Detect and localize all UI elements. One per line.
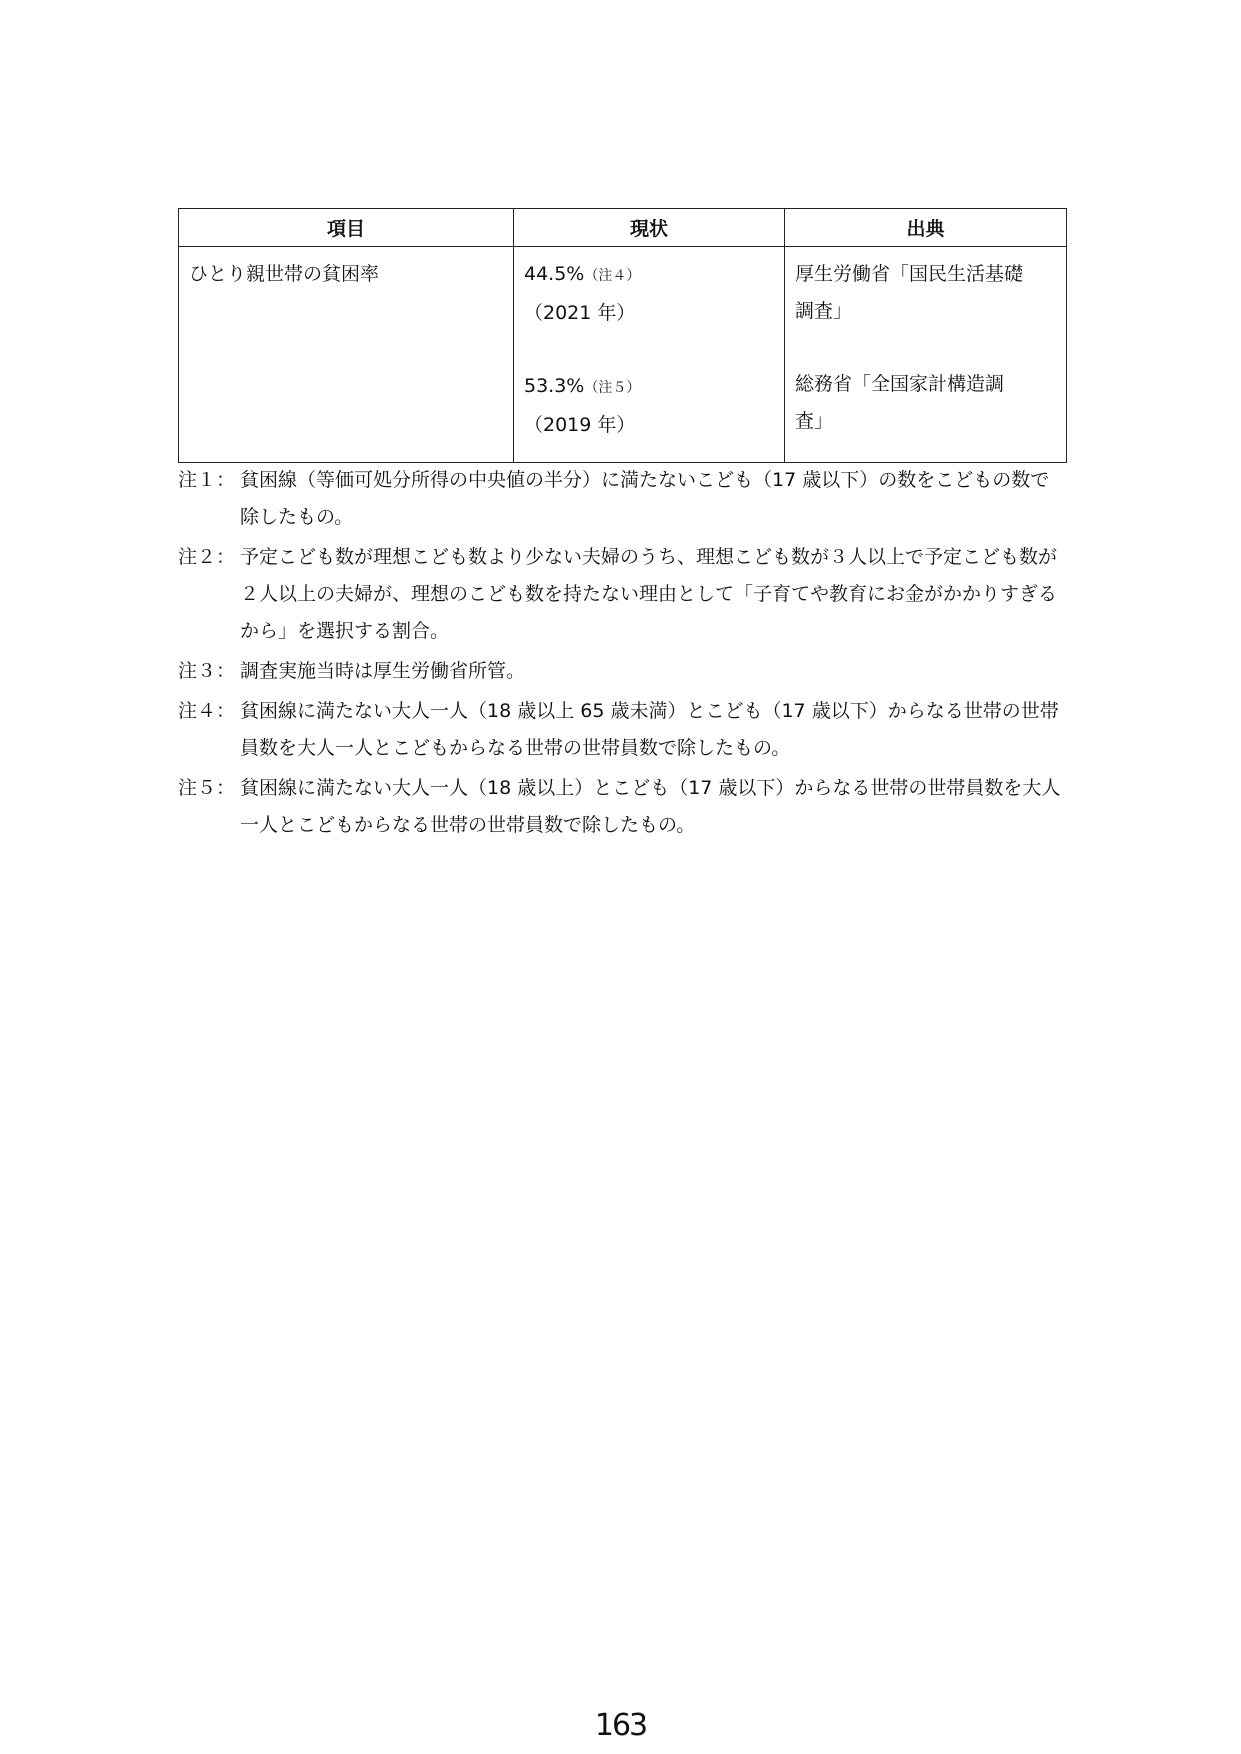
status-value: 53.3% bbox=[524, 375, 585, 397]
source-1-line1: 厚生労働省「国民生活基礎 bbox=[795, 263, 1024, 285]
footnote bbox=[178, 770, 1068, 844]
footnote-label: 注４： bbox=[178, 700, 236, 722]
footnotes bbox=[178, 462, 1068, 847]
status-note: （注５） bbox=[584, 380, 641, 396]
footnote-label: 注１： bbox=[178, 469, 236, 491]
statistics-table bbox=[178, 208, 1067, 463]
page-number: 163 bbox=[594, 1708, 647, 1743]
footnote bbox=[178, 539, 1068, 650]
source-2-line1: 総務省「全国家計構造調 bbox=[795, 373, 1005, 395]
status-value: 44.5% bbox=[524, 263, 585, 285]
source-2-line2: 査」 bbox=[795, 410, 834, 432]
footnote-text: 貧困線に満たない大人一人（18 歳以上）とこども（17 歳以下）からなる世帯の世帯員数を大人一人とこどもからなる世帯の世帯員数で除したもの。 bbox=[240, 777, 1061, 836]
header-source: 出典 bbox=[785, 209, 1067, 247]
footnote-label: 注５： bbox=[178, 777, 236, 799]
footnote bbox=[178, 693, 1068, 767]
header-item: 項目 bbox=[179, 209, 514, 247]
footnote-text: 貧困線に満たない大人一人（18 歳以上 65 歳未満）とこども（17 歳以下）からなる世帯の世帯員数を大人一人とこどもからなる世帯の世帯員数で除したもの。 bbox=[240, 700, 1059, 759]
status-entry-1 bbox=[524, 256, 774, 295]
footnote bbox=[178, 462, 1068, 536]
footnote-label: 注２： bbox=[178, 546, 236, 568]
item-cell bbox=[179, 247, 514, 463]
header-status: 現状 bbox=[514, 209, 785, 247]
status-year: （2021 年） bbox=[524, 302, 636, 324]
footnote-label: 注３： bbox=[178, 660, 236, 682]
table-row bbox=[179, 247, 1067, 463]
table-header-row bbox=[179, 209, 1067, 247]
status-entry-2 bbox=[524, 368, 774, 407]
status-year: （2019 年） bbox=[524, 414, 636, 436]
status-cell bbox=[514, 247, 785, 463]
footnote bbox=[178, 653, 1068, 690]
source-1-line2: 調査」 bbox=[795, 300, 853, 322]
item-label: ひとり親世帯の貧困率 bbox=[189, 263, 380, 285]
status-note: （注４） bbox=[584, 268, 641, 284]
footnote-text: 調査実施当時は厚生労働省所管。 bbox=[240, 660, 526, 682]
source-cell bbox=[785, 247, 1067, 463]
footnote-text: 予定こども数が理想こども数より少ない夫婦のうち、理想こども数が３人以上で予定こども数が２人以上の夫婦が、理想のこども数を持たない理由として「子育てや教育にお金がかかりすぎるから」を選択する割合。 bbox=[240, 546, 1058, 642]
footnote-text: 貧困線（等価可処分所得の中央値の半分）に満たないこども（17 歳以下）の数をこどもの数で除したもの。 bbox=[240, 469, 1050, 528]
